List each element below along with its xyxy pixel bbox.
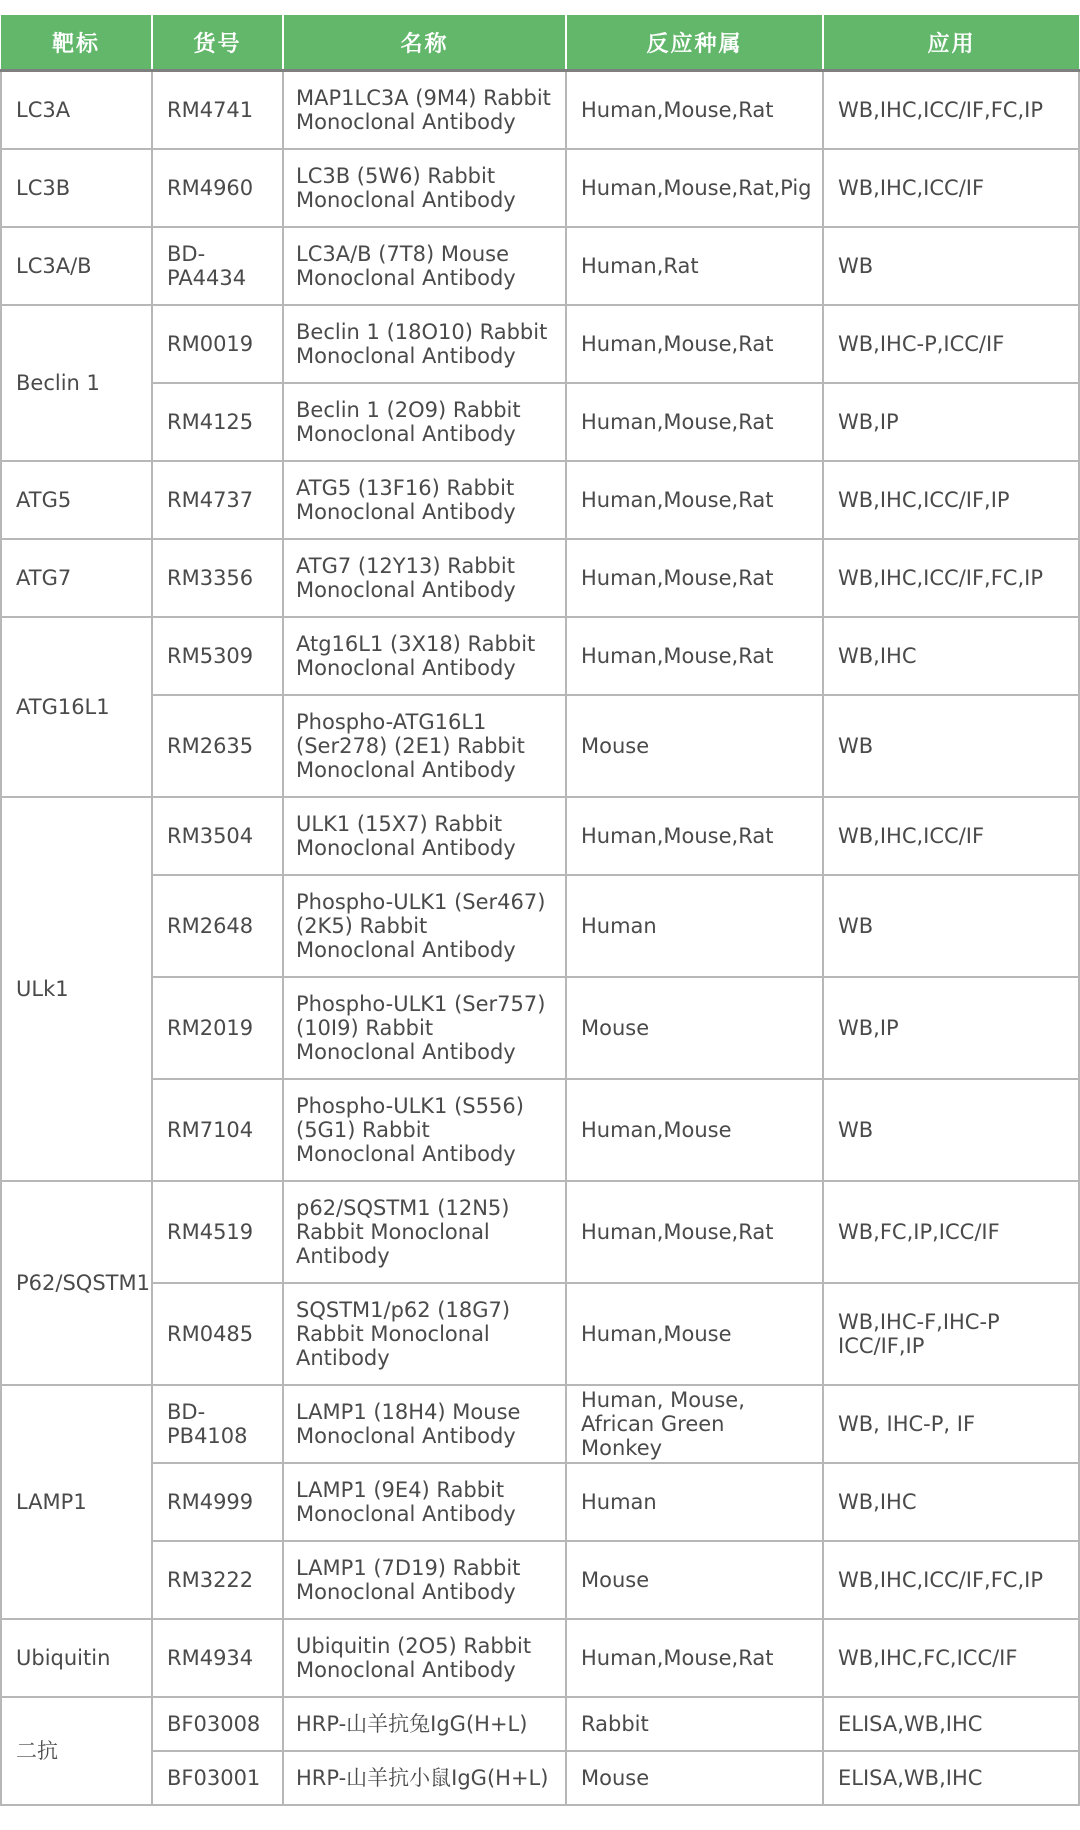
application-cell: WB,IHC [823,617,1079,695]
sku-cell: RM4741 [152,71,283,150]
table-row [1,797,1079,875]
product-name-cell: Phospho-ULK1 (Ser757) (10I9) Rabbit Monoclonal Antibody [283,977,566,1079]
table-row [1,875,1079,977]
product-name-cell: MAP1LC3A (9M4) Rabbit Monoclonal Antibody [283,71,566,150]
header-target: 靶标 [1,15,152,71]
target-cell: P62/SQSTM1 [1,1181,152,1385]
species-cell: Mouse [566,695,823,797]
table-row [1,1751,1079,1805]
species-cell: Human,Mouse,Rat,Pig [566,149,823,227]
sku-cell: RM2019 [152,977,283,1079]
sku-cell: RM5309 [152,617,283,695]
product-name-cell: LC3A/B (7T8) Mouse Monoclonal Antibody [283,227,566,305]
product-name-cell: ULK1 (15X7) Rabbit Monoclonal Antibody [283,797,566,875]
sku-cell: BD-PB4108 [152,1385,283,1463]
target-cell: ATG7 [1,539,152,617]
table-row [1,695,1079,797]
sku-cell: RM4125 [152,383,283,461]
species-cell: Rabbit [566,1697,823,1751]
species-cell: Human,Rat [566,227,823,305]
sku-cell: RM3222 [152,1541,283,1619]
application-cell: WB,IHC,ICC/IF,FC,IP [823,71,1079,150]
sku-cell: RM4934 [152,1619,283,1697]
product-name-cell: p62/SQSTM1 (12N5) Rabbit Monoclonal Antibody [283,1181,566,1283]
application-cell: WB,IP [823,383,1079,461]
application-cell: WB,IHC,ICC/IF,FC,IP [823,539,1079,617]
product-name-cell: Phospho-ULK1 (Ser467) (2K5) Rabbit Monoclonal Antibody [283,875,566,977]
application-cell: WB [823,227,1079,305]
product-name-cell: Phospho-ULK1 (S556) (5G1) Rabbit Monoclonal Antibody [283,1079,566,1181]
species-cell: Mouse [566,1751,823,1805]
product-name-cell: Beclin 1 (2O9) Rabbit Monoclonal Antibody [283,383,566,461]
species-cell: Mouse [566,1541,823,1619]
application-cell: WB,IP [823,977,1079,1079]
application-cell: WB,IHC,ICC/IF [823,149,1079,227]
species-cell: Human,Mouse,Rat [566,71,823,150]
product-name-cell: Beclin 1 (18O10) Rabbit Monoclonal Antibody [283,305,566,383]
species-cell: Human,Mouse,Rat [566,305,823,383]
application-cell: WB,IHC,FC,ICC/IF [823,1619,1079,1697]
sku-cell: BF03008 [152,1697,283,1751]
table-row [1,1619,1079,1697]
species-cell: Human,Mouse,Rat [566,617,823,695]
application-cell: WB [823,695,1079,797]
table-row [1,383,1079,461]
species-cell: Human [566,1463,823,1541]
table-row [1,227,1079,305]
table-row [1,1283,1079,1385]
table-row [1,539,1079,617]
product-name-cell: ATG5 (13F16) Rabbit Monoclonal Antibody [283,461,566,539]
table-row [1,1181,1079,1283]
application-cell: WB,FC,IP,ICC/IF [823,1181,1079,1283]
sku-cell: RM7104 [152,1079,283,1181]
target-cell: ULk1 [1,797,152,1181]
table-row [1,1079,1079,1181]
product-name-cell: LAMP1 (7D19) Rabbit Monoclonal Antibody [283,1541,566,1619]
header-sku: 货号 [152,15,283,71]
species-cell: Human,Mouse,Rat [566,539,823,617]
header-name: 名称 [283,15,566,71]
antibody-table [0,15,1080,1806]
table-row [1,1463,1079,1541]
target-cell: 二抗 [1,1697,152,1805]
product-name-cell: ATG7 (12Y13) Rabbit Monoclonal Antibody [283,539,566,617]
sku-cell: RM4999 [152,1463,283,1541]
sku-cell: RM4519 [152,1181,283,1283]
target-cell: Beclin 1 [1,305,152,461]
sku-cell: RM3356 [152,539,283,617]
species-cell: Mouse [566,977,823,1079]
sku-cell: BF03001 [152,1751,283,1805]
table-row [1,149,1079,227]
table-row [1,1385,1079,1463]
table-row [1,1541,1079,1619]
sku-cell: RM4737 [152,461,283,539]
application-cell: WB [823,875,1079,977]
sku-cell: RM0485 [152,1283,283,1385]
application-cell: WB,IHC,ICC/IF [823,797,1079,875]
product-name-cell: Phospho-ATG16L1 (Ser278) (2E1) Rabbit Monoclonal Antibody [283,695,566,797]
sku-cell: BD-PA4434 [152,227,283,305]
product-name-cell: Atg16L1 (3X18) Rabbit Monoclonal Antibody [283,617,566,695]
product-name-cell: SQSTM1/p62 (18G7) Rabbit Monoclonal Antibody [283,1283,566,1385]
product-name-cell: LAMP1 (9E4) Rabbit Monoclonal Antibody [283,1463,566,1541]
antibody-table-container [0,15,1078,1806]
product-name-cell: LC3B (5W6) Rabbit Monoclonal Antibody [283,149,566,227]
table-header-row [1,15,1079,71]
application-cell: WB,IHC [823,1463,1079,1541]
species-cell: Human,Mouse [566,1283,823,1385]
species-cell: Human,Mouse,Rat [566,1619,823,1697]
product-name-cell: LAMP1 (18H4) Mouse Monoclonal Antibody [283,1385,566,1463]
application-cell: ELISA,WB,IHC [823,1697,1079,1751]
sku-cell: RM0019 [152,305,283,383]
sku-cell: RM2648 [152,875,283,977]
sku-cell: RM4960 [152,149,283,227]
sku-cell: RM2635 [152,695,283,797]
table-row [1,305,1079,383]
target-cell: LC3A [1,71,152,150]
species-cell: Human, Mouse, African Green Monkey [566,1385,823,1463]
target-cell: LC3A/B [1,227,152,305]
application-cell: WB [823,1079,1079,1181]
sku-cell: RM3504 [152,797,283,875]
application-cell: WB,IHC-P,ICC/IF [823,305,1079,383]
species-cell: Human,Mouse,Rat [566,1181,823,1283]
table-row [1,1697,1079,1751]
application-cell: WB, IHC-P, IF [823,1385,1079,1463]
table-row [1,71,1079,150]
table-row [1,617,1079,695]
application-cell: ELISA,WB,IHC [823,1751,1079,1805]
species-cell: Human [566,875,823,977]
table-row [1,461,1079,539]
species-cell: Human,Mouse,Rat [566,461,823,539]
target-cell: LC3B [1,149,152,227]
product-name-cell: Ubiquitin (2O5) Rabbit Monoclonal Antibody [283,1619,566,1697]
target-cell: ATG16L1 [1,617,152,797]
target-cell: ATG5 [1,461,152,539]
target-cell: LAMP1 [1,1385,152,1619]
application-cell: WB,IHC-F,IHC-P ICC/IF,IP [823,1283,1079,1385]
target-cell: Ubiquitin [1,1619,152,1697]
header-application: 应用 [823,15,1079,71]
species-cell: Human,Mouse [566,1079,823,1181]
species-cell: Human,Mouse,Rat [566,383,823,461]
product-name-cell: HRP-山羊抗小鼠IgG(H+L) [283,1751,566,1805]
application-cell: WB,IHC,ICC/IF,FC,IP [823,1541,1079,1619]
table-row [1,977,1079,1079]
product-name-cell: HRP-山羊抗兔IgG(H+L) [283,1697,566,1751]
header-species: 反应种属 [566,15,823,71]
species-cell: Human,Mouse,Rat [566,797,823,875]
application-cell: WB,IHC,ICC/IF,IP [823,461,1079,539]
